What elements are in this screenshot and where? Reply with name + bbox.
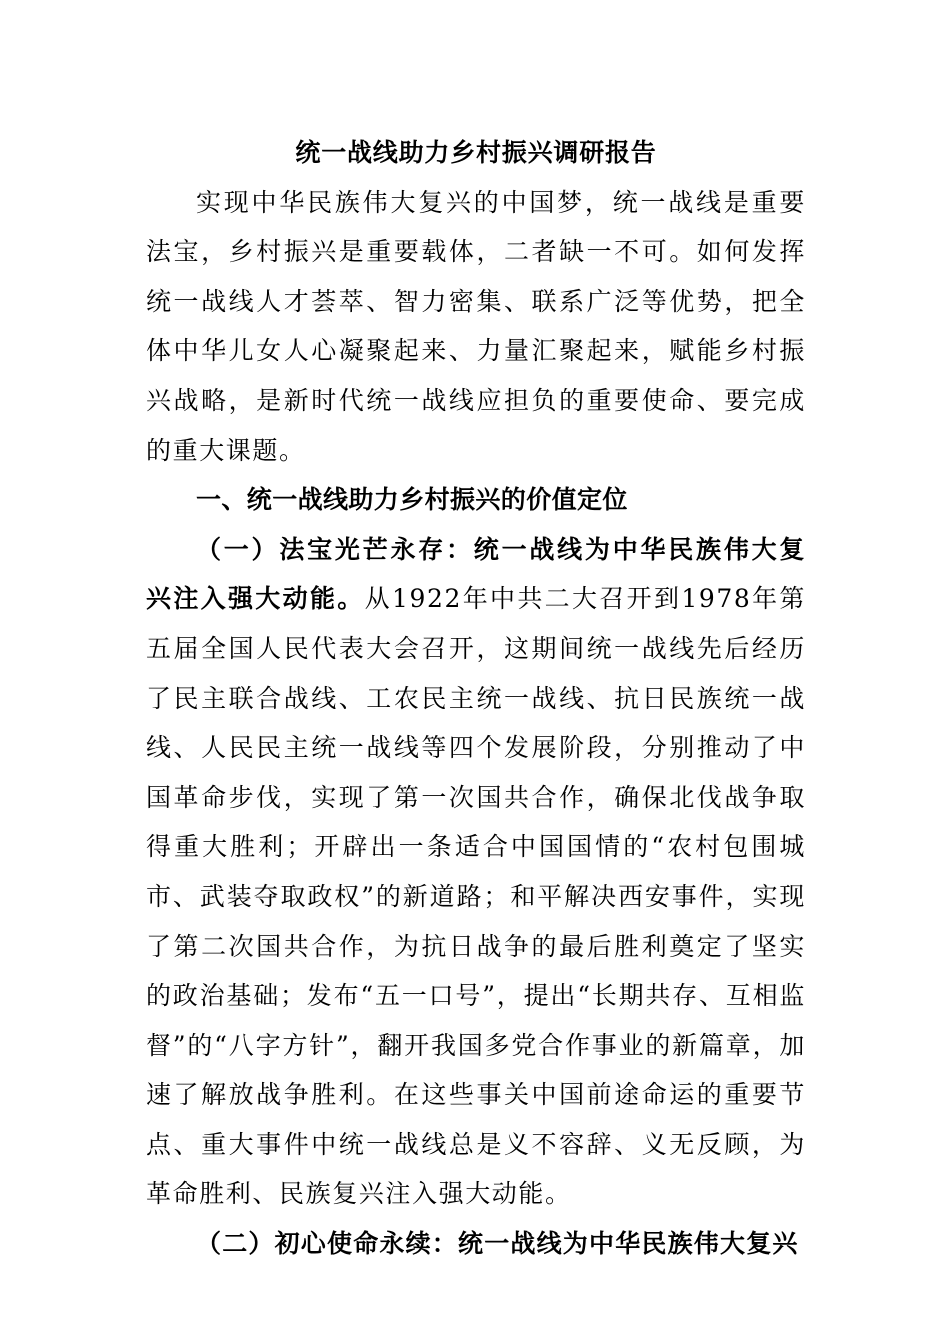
subsection-1-heading: （一）法宝光芒永存：统一战线为中华民族伟大复兴注入强大动能。 [146, 534, 806, 614]
intro-paragraph: 实现中华民族伟大复兴的中国梦，统一战线是重要法宝，乡村振兴是重要载体，二者缺一不可。如何发挥统一战线人才荟萃、智力密集、联系广泛等优势，把全体中华儿女人心凝聚起来、力量汇聚起来，赋能乡村振兴战略，是新时代统一战线应担负的重要使命、要完成的重大课题。 [146, 187, 806, 465]
subsection-1-paragraph [146, 525, 806, 1219]
subsection-2-heading: （二）初心使命永续：统一战线为中华民族伟大复兴 [196, 1229, 799, 1259]
section-heading: 一、统一战线助力乡村振兴的价值定位 [196, 485, 628, 515]
subsection-1-body: 从1922年中共二大召开到1978年第五届全国人民代表大会召开，这期间统一战线先后经历了民主联合战线、工农民主统一战线、抗日民族统一战线、人民民主统一战线等四个发展阶段，分别推动了中国革命步伐，实现了第一次国共合作，确保北伐战争取得重大胜利；开辟出一条适合中国国情的“农村包围城市、武装夺取政权”的新道路；和平解决西安事件，实现了第二次国共合作，为抗日战争的最后胜利奠定了坚实的政治基础；发布“五一口号”，提出“长期共存、互相监督”的“八字方针”，翻开我国多党合作事业的新篇章，加速了解放战争胜利。在这些事关中国前途命运的重要节点、重大事件中统一战线总是义不容辞、义无反顾，为革命胜利、民族复兴注入强大动能。 [146, 584, 806, 1209]
document-title: 统一战线助力乡村振兴调研报告 [295, 138, 657, 167]
document-page [146, 128, 806, 1269]
